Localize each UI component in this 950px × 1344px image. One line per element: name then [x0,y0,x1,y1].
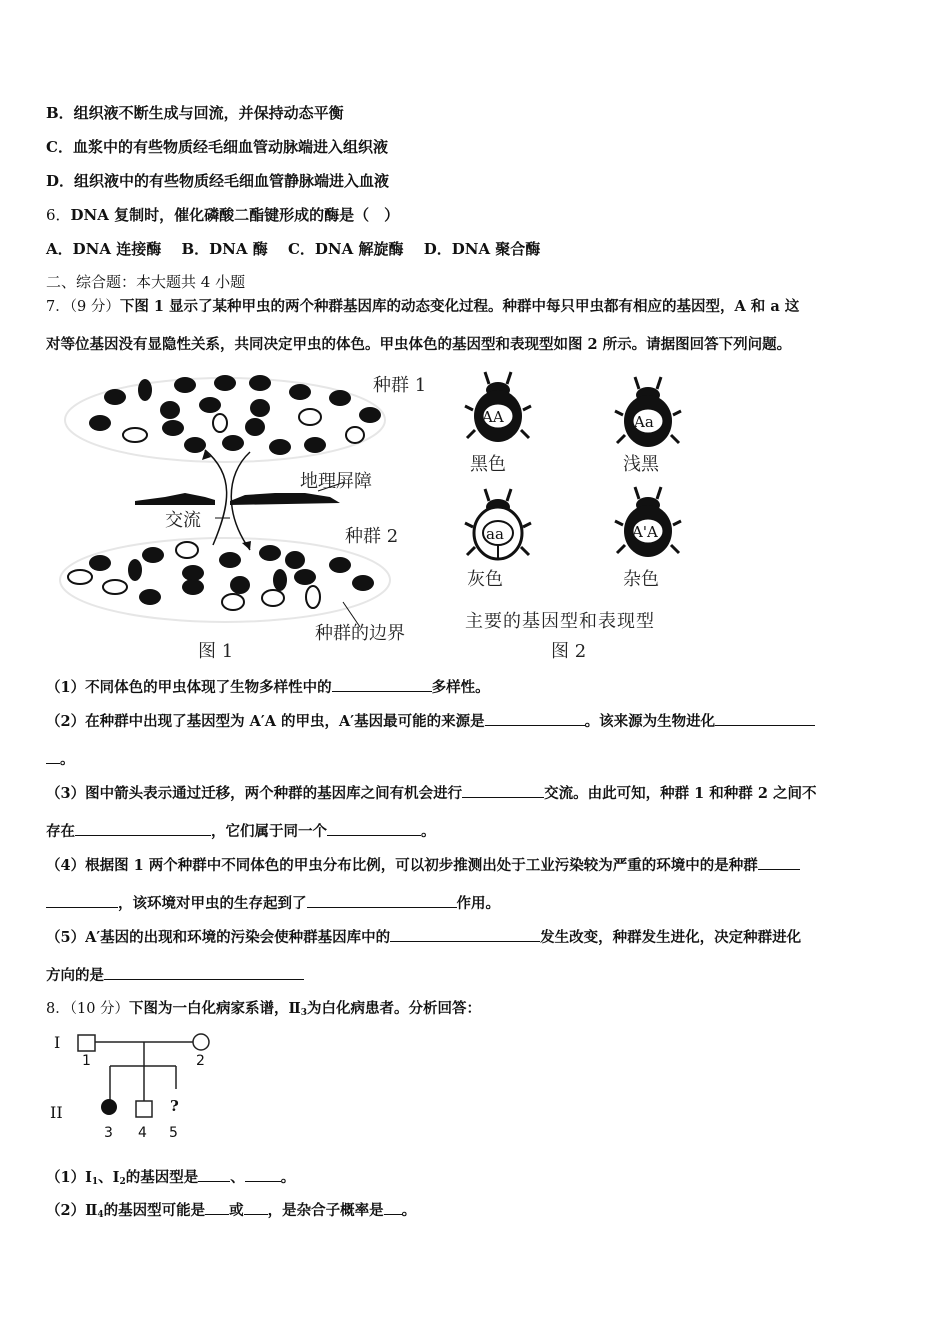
q7-sub3 [46,783,816,804]
q7-sub3-text-mid: 交流。由此可知，种群 1 和种群 2 之间不 [544,785,817,802]
question-7-stem-line2: 对等位基因没有显隐性关系，共同决定甲虫的体色。甲虫体色的基因型和表现型如图 2 所示。请据图回答下列问题。 [46,336,792,353]
q7-sub4-text-c: 作用。 [456,895,500,912]
answer-blank[interactable] [104,965,304,980]
q7-sub2-cont [46,749,75,770]
q7-sub2 [46,711,815,732]
option-b: B．组织液不断生成与回流，并保持动态平衡 [46,104,344,122]
individual-1-label: 1 [82,1053,91,1069]
q8-sub1-text-d: 、 [230,1169,245,1186]
exchange-label: 交流 [165,510,201,531]
genotype-aa-upper: AA [482,408,504,426]
q7-sub3-text-d: ，它们属于同一个 [211,823,327,840]
question-stem-end: 为白化病患者。分析回答： [307,1000,482,1017]
figure-2 [455,365,705,665]
subscript: 1 [91,1177,99,1187]
population-1-label: 种群 1 [373,375,427,396]
question-score: （10 分） [69,1001,130,1017]
answer-blank[interactable] [46,893,118,908]
individual-3-label: 3 [104,1125,113,1141]
q8-sub2-text: （2）Ⅱ [46,1202,98,1219]
q7-sub5-cont [46,965,304,986]
subscript: 2 [119,1177,126,1187]
option-d: D．组织液中的有些物质经毛细血管静脉端进入血液 [46,172,390,190]
question-stem: 下图为一白化病家系谱，Ⅱ [129,1000,301,1017]
option-b: B．DNA 酶 [181,240,268,258]
boundary-label: 种群的边界 [315,623,405,644]
q7-sub3-text-e: 。 [421,823,436,840]
q8-sub1 [46,1167,295,1192]
q8-sub2-text-d: ，是杂合子概率是 [267,1202,384,1219]
phenotype-gray: 灰色 [467,569,503,590]
option-c: C．DNA 解旋酶 [287,240,404,258]
unknown-individual-mark: ? [170,1097,179,1115]
genotype-aa-hetero: Aa [634,413,654,431]
figure-1 [55,365,455,665]
q7-sub5-text: （5）A′基因的出现和环境的污染会使种群基因库中的 [46,929,391,946]
generation-1-label: I [54,1033,61,1052]
answer-blank[interactable] [307,893,457,908]
phenotype-black: 黑色 [470,454,506,475]
option-a: A．DNA 连接酶 [46,240,162,258]
option-d: D．DNA 聚合酶 [423,240,541,258]
q7-sub4-text: （4）根据图 1 两个种群中不同体色的甲虫分布比例，可以初步推测出处于工业污染较为严重的环境中的是种群 [46,857,758,874]
q7-sub3-text: （3）图中箭头表示通过迁移，两个种群的基因库之间有机会进行 [46,785,463,802]
q8-sub2 [46,1200,416,1225]
individual-5-label: 5 [169,1125,178,1141]
q7-sub2-text: （2）在种群中出现了基因型为 A′A 的甲虫，A′基因最可能的来源是 [46,713,485,730]
answer-blank[interactable] [485,711,585,726]
answer-blank[interactable] [245,1167,281,1182]
question-stem: 下图 1 显示了某种甲虫的两个种群基因库的动态变化过程。种群中每只甲虫都有相应的基因型，A 和 a 这 [119,298,800,315]
q8-sub2-text-e: 。 [401,1202,417,1219]
individual-4-label: 4 [138,1125,147,1141]
q7-sub1-text-end: 多样性。 [431,679,490,696]
population-2-label: 种群 2 [345,526,399,547]
individual-2-label: 2 [196,1053,205,1069]
answer-blank[interactable] [327,821,421,836]
q7-sub5 [46,927,801,948]
answer-blank[interactable] [715,711,815,726]
section-title: 二、综合题：本大题共 4 小题 [46,273,246,291]
answer-blank[interactable] [390,927,540,942]
answer-blank[interactable] [75,821,211,836]
q8-sub1-text-c: 的基因型是 [125,1169,199,1186]
q7-sub5-text-c: 方向的是 [46,967,104,984]
q8-sub1-text-b: 、Ⅰ [98,1169,120,1186]
answer-blank[interactable] [244,1200,268,1215]
q7-sub3-cont [46,821,436,842]
question-stem: DNA 复制时，催化磷酸二酯键形成的酶是（ ） [70,206,400,224]
question-score: （9 分） [69,299,120,315]
question-number: 7． [46,299,70,315]
q7-sub2-text-mid: 。该来源为生物进化 [584,713,716,730]
q8-sub2-text-b: 的基因型可能是 [103,1202,206,1219]
generation-2-label: II [50,1103,63,1122]
question-number: 8． [46,1001,70,1017]
phenotype-mottled: 杂色 [623,569,659,590]
subscript: 4 [97,1210,104,1220]
answer-blank[interactable] [198,1167,230,1182]
q7-sub2-text-end: 。 [60,751,75,768]
barrier-label: 地理屏障 [300,471,372,492]
q8-sub2-text-c: 或 [229,1202,244,1219]
q7-sub4 [46,855,800,876]
q7-sub1-text: （1）不同体色的甲虫体现了生物多样性中的 [46,679,332,696]
answer-blank[interactable] [332,677,432,692]
q8-sub1-text-e: 。 [280,1169,296,1186]
answer-blank[interactable] [46,749,60,764]
q7-sub3-text-c: 存在 [46,823,75,840]
question-7-stem-line1 [46,297,799,317]
answer-blank[interactable] [384,1200,402,1215]
q7-sub5-text-b: 发生改变，种群发生进化，决定种群进化 [540,929,802,946]
subscript: 3 [300,1008,308,1018]
figure-1-caption: 图 1 [198,641,234,662]
option-c: C．血浆中的有些物质经毛细血管动脉端进入组织液 [46,138,388,156]
answer-blank[interactable] [758,855,800,870]
figure-2-caption: 图 2 [551,641,587,662]
q8-sub1-text: （1）Ⅰ [46,1169,92,1186]
answer-blank[interactable] [205,1200,229,1215]
question-8-stem [46,999,481,1023]
genotype-a-prime-a: A'A [632,523,658,541]
question-6-options [46,239,540,259]
genotype-aa-lower: aa [486,525,504,543]
phenotype-light-black: 浅黑 [623,454,659,475]
q7-sub4-text-b: ，该环境对甲虫的生存起到了 [118,895,307,912]
pedigree-chart [40,1025,240,1150]
q7-sub1 [46,677,490,698]
q7-sub4-cont [46,893,500,914]
question-number: 6． [46,206,71,224]
answer-blank[interactable] [462,783,544,798]
figure-2-subtitle: 主要的基因型和表现型 [465,611,655,632]
question-6 [46,205,399,225]
